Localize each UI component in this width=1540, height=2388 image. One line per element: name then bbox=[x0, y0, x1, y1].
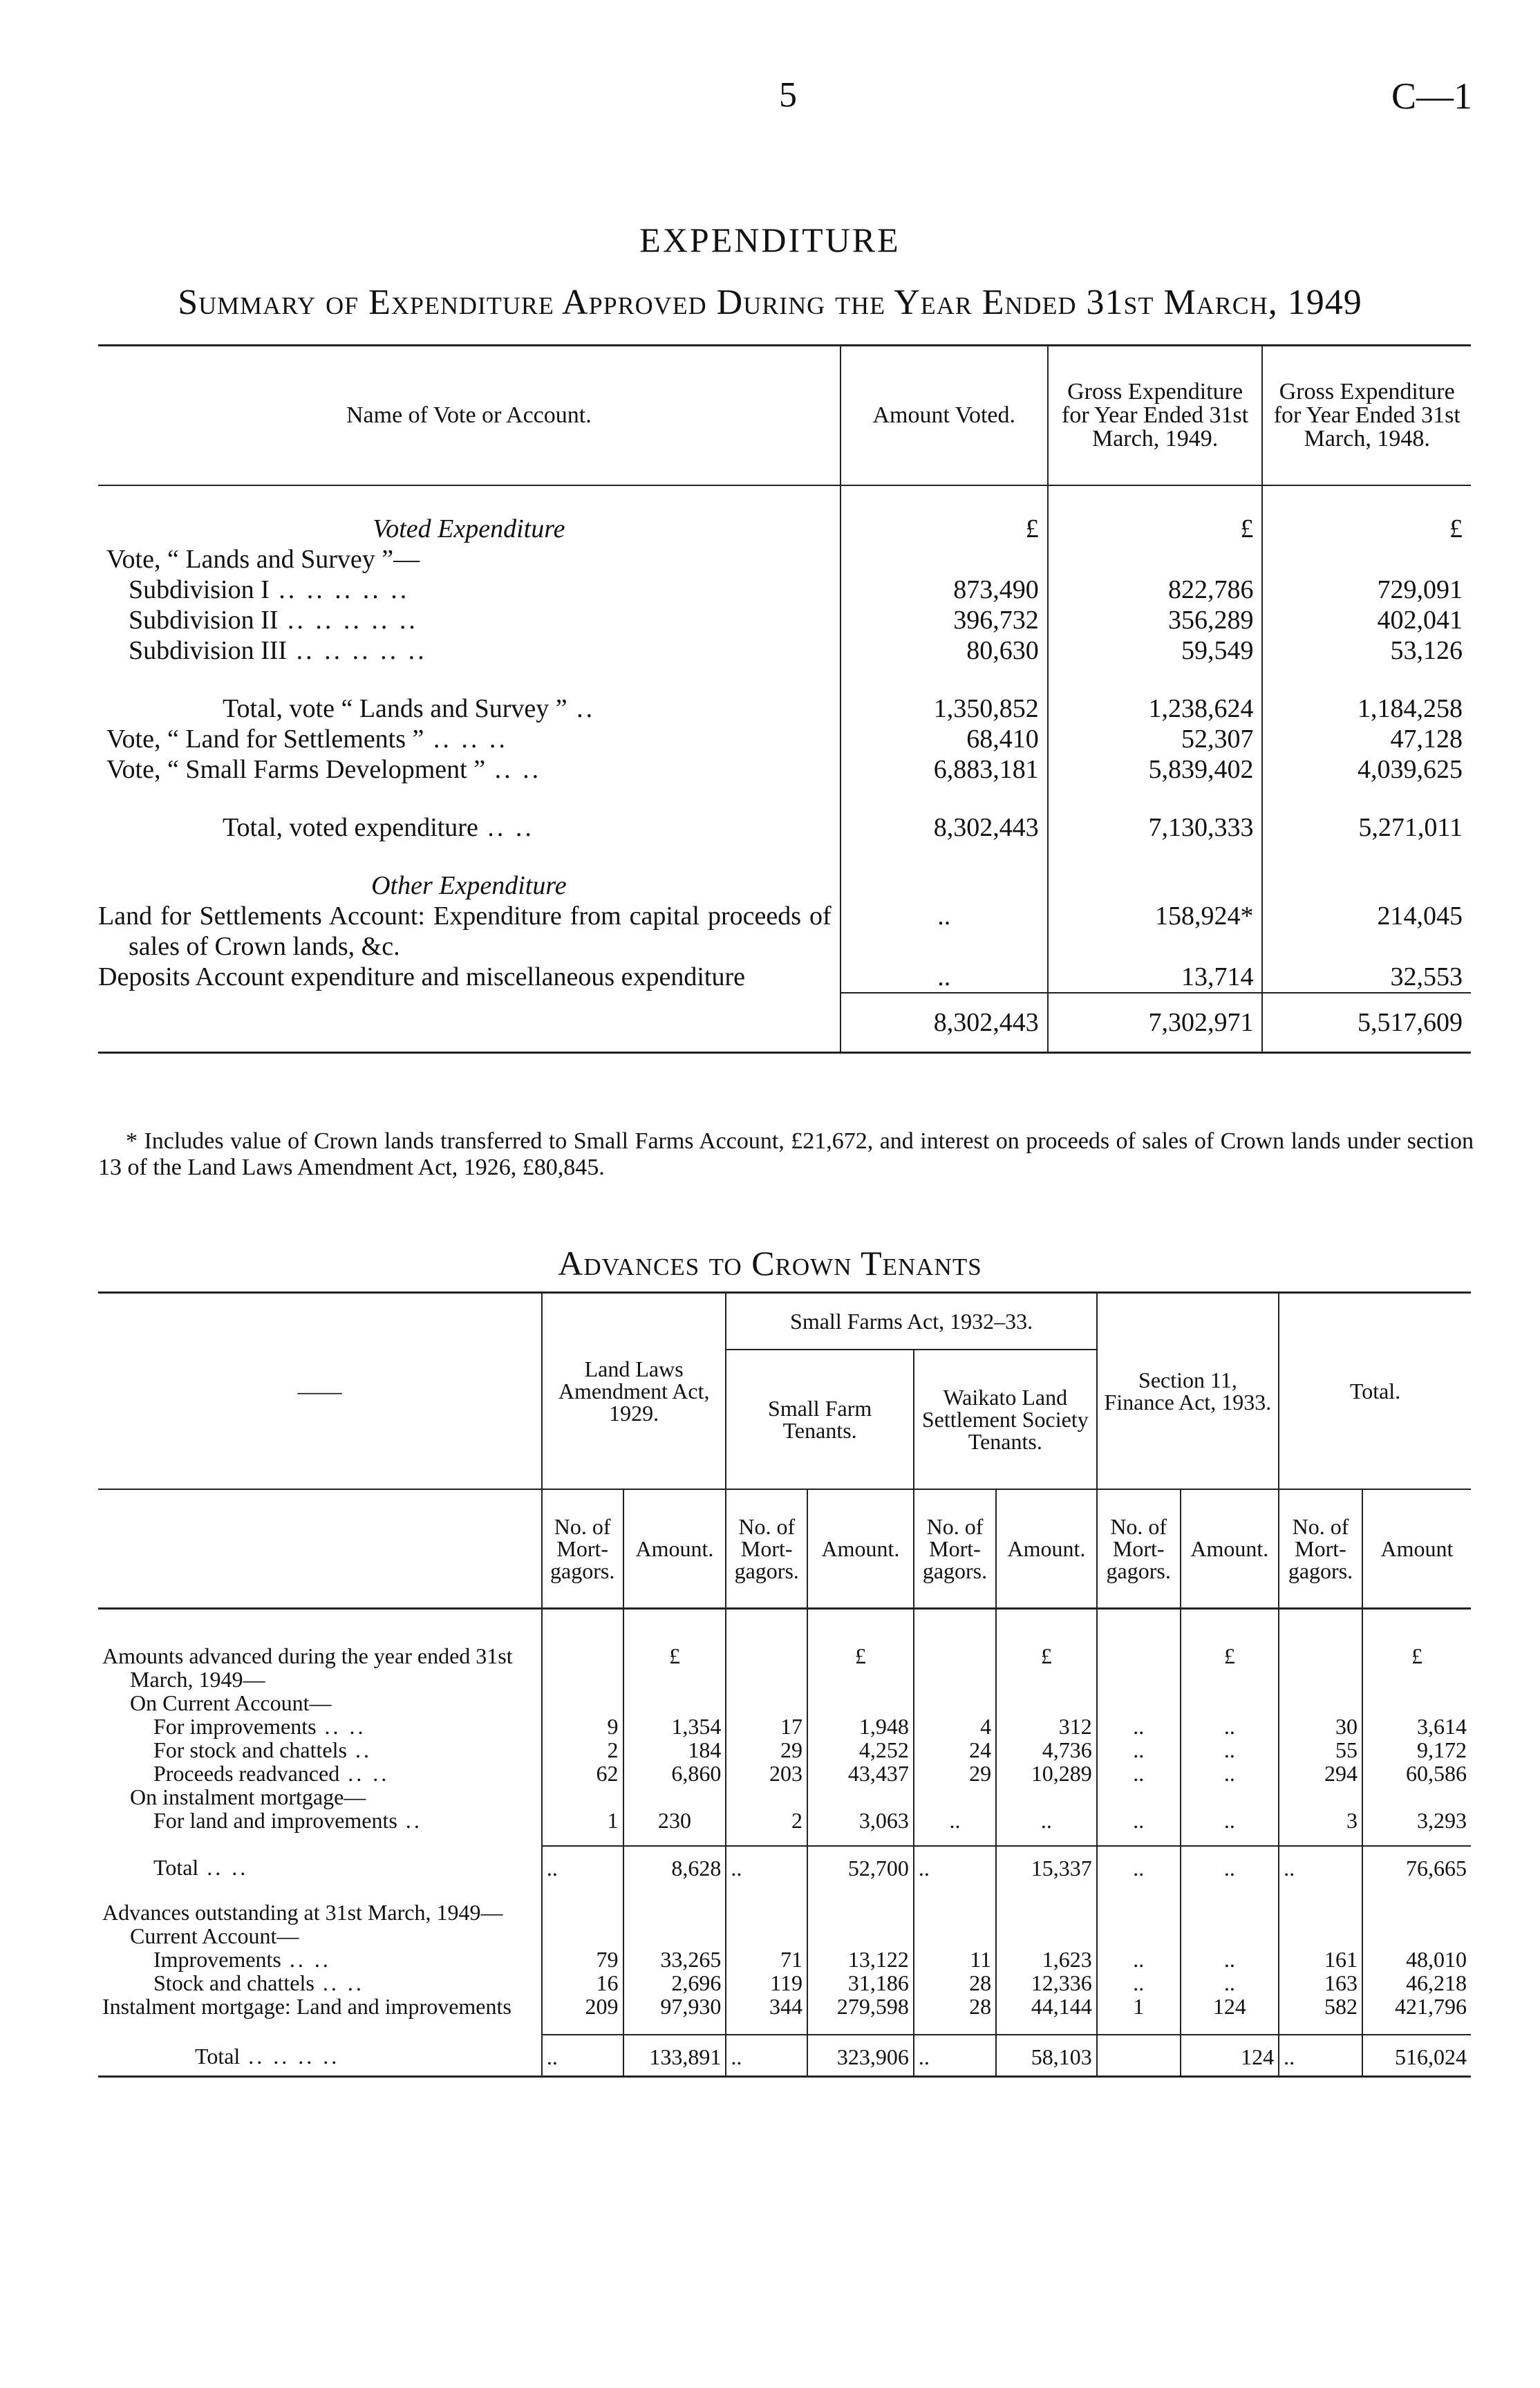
cell: 209 bbox=[542, 1995, 623, 2035]
row-label: Vote, “ Land for Settlements ” bbox=[106, 725, 424, 754]
table-row: Subdivision I .. .. .. .. .. 873,490 822,786 729,091 bbox=[98, 575, 1471, 605]
table-row: For improvements .. .. 9 1,354 17 1,948 4 312 .. .. 30 3,614 bbox=[98, 1715, 1471, 1738]
cell: 1 bbox=[1097, 1995, 1181, 2035]
page-title: EXPENDITURE bbox=[639, 221, 901, 259]
cell-gross-1949: 822,786 bbox=[1048, 575, 1263, 605]
row-label: For land and improvements bbox=[153, 1808, 397, 1833]
cell-gross-1949: 7,130,333 bbox=[1048, 812, 1263, 843]
row-label: For improvements bbox=[153, 1714, 317, 1739]
cell-voted: 1,350,852 bbox=[841, 693, 1048, 724]
cell-gross-1949: 5,839,402 bbox=[1048, 754, 1263, 785]
cell: .. bbox=[1097, 1738, 1181, 1762]
expenditure-table bbox=[98, 344, 1471, 1058]
cell-gross-1949: 1,238,624 bbox=[1048, 693, 1263, 724]
cell: 161 bbox=[1279, 1948, 1362, 1971]
amount-header: Amount. bbox=[623, 1489, 726, 1609]
currency-symbol: £ bbox=[623, 1609, 726, 1692]
cell-gross-1949: 356,289 bbox=[1048, 605, 1263, 635]
cell: 312 bbox=[996, 1715, 1097, 1738]
currency-symbol: £ bbox=[1048, 514, 1263, 544]
cell: 13,122 bbox=[807, 1948, 914, 1971]
cell: .. bbox=[1181, 1809, 1279, 1846]
cell: 582 bbox=[1279, 1995, 1362, 2035]
amount-header: Amount. bbox=[996, 1489, 1097, 1609]
small-farms-act-header: Small Farms Act, 1932–33. bbox=[726, 1293, 1096, 1350]
total-header: Total. bbox=[1279, 1293, 1471, 1490]
table-row: For land and improvements .. 1 230 2 3,063 .. .. .. .. 3 3,293 bbox=[98, 1809, 1471, 1846]
cell: 60,586 bbox=[1362, 1762, 1471, 1785]
cell: .. bbox=[1279, 2035, 1362, 2077]
cell: 10,289 bbox=[996, 1762, 1097, 1785]
cell: 344 bbox=[726, 1995, 807, 2035]
cell: 43,437 bbox=[807, 1762, 914, 1785]
table-row: Subdivision III .. .. .. .. .. 80,630 59,549 53,126 bbox=[98, 635, 1471, 666]
cell: 30 bbox=[1279, 1715, 1362, 1738]
cell-gross-1949: 52,307 bbox=[1048, 724, 1263, 754]
cell-voted: .. bbox=[841, 962, 1048, 993]
on-current-label: On Current Account— bbox=[130, 1690, 332, 1715]
page-number: 5 bbox=[779, 75, 797, 115]
table-row: Vote, “ Small Farms Development ” .. .. 6,883,181 5,839,402 4,039,625 bbox=[98, 754, 1471, 785]
cell: .. bbox=[1181, 1715, 1279, 1738]
cell: .. bbox=[1097, 1971, 1181, 1995]
cell-gross-1948: 32,553 bbox=[1262, 962, 1471, 993]
cell: 4 bbox=[914, 1715, 996, 1738]
col-name-header: Name of Vote or Account. bbox=[98, 346, 841, 486]
table-row bbox=[98, 1995, 1471, 2035]
small-farm-tenants-header: Small Farm Tenants. bbox=[726, 1350, 913, 1489]
cell: .. bbox=[1097, 1762, 1181, 1785]
amount-header: Amount. bbox=[807, 1489, 914, 1609]
grand-total-row bbox=[98, 993, 1471, 1053]
cell: 3,614 bbox=[1362, 1715, 1471, 1738]
section-label-outstanding: Advances outstanding at 31st March, 1949— bbox=[102, 1900, 503, 1925]
no-mortgagors-header: No. of Mort-gagors. bbox=[914, 1489, 996, 1609]
voted-expenditure-heading: Voted Expenditure bbox=[373, 514, 565, 543]
cell: 24 bbox=[914, 1738, 996, 1762]
cell-voted: 80,630 bbox=[841, 635, 1048, 666]
cell: .. bbox=[1181, 1762, 1279, 1785]
cell: 9,172 bbox=[1362, 1738, 1471, 1762]
cell-gross-1948: 4,039,625 bbox=[1262, 754, 1471, 785]
cell: 421,796 bbox=[1362, 1995, 1471, 2035]
row-label: Total bbox=[195, 2044, 241, 2069]
table-row: For stock and chattels .. 2 184 29 4,252 24 4,736 .. .. 55 9,172 bbox=[98, 1738, 1471, 1762]
table-row: Total, vote “ Lands and Survey ” .. 1,350,852 1,238,624 1,184,258 bbox=[98, 693, 1471, 724]
cell: 48,010 bbox=[1362, 1948, 1471, 1971]
cell: 163 bbox=[1279, 1971, 1362, 1995]
cell: .. bbox=[542, 2035, 623, 2077]
cell: .. bbox=[914, 1846, 996, 1887]
cell: 279,598 bbox=[807, 1995, 914, 2035]
cell: 8,628 bbox=[623, 1846, 726, 1887]
cell: 33,265 bbox=[623, 1948, 726, 1971]
row-label: Vote, “ Small Farms Development ” bbox=[106, 755, 486, 784]
cell: 1,948 bbox=[807, 1715, 914, 1738]
cell-voted: .. bbox=[841, 901, 1048, 962]
currency-symbol: £ bbox=[1362, 1609, 1471, 1692]
cell-voted: 396,732 bbox=[841, 605, 1048, 635]
cell: .. bbox=[1097, 1809, 1181, 1846]
cell: 1,623 bbox=[996, 1948, 1097, 1971]
cell: 29 bbox=[914, 1762, 996, 1785]
cell: 133,891 bbox=[623, 2035, 726, 2077]
currency-symbol: £ bbox=[996, 1609, 1097, 1692]
no-mortgagors-header: No. of Mort-gagors. bbox=[542, 1489, 623, 1609]
row-label: Total, vote “ Lands and Survey ” bbox=[223, 694, 567, 723]
cell: 2,696 bbox=[623, 1971, 726, 1995]
cell: 58,103 bbox=[996, 2035, 1097, 2077]
cell: 124 bbox=[1181, 2035, 1279, 2077]
cell: 29 bbox=[726, 1738, 807, 1762]
cell: 2 bbox=[542, 1738, 623, 1762]
cell: 2 bbox=[726, 1809, 807, 1846]
currency-symbol: £ bbox=[807, 1609, 914, 1692]
table-row: Proceeds readvanced .. .. 62 6,860 203 43,437 29 10,289 .. .. 294 60,586 bbox=[98, 1762, 1471, 1785]
cell: 4,736 bbox=[996, 1738, 1097, 1762]
row-label: Improvements bbox=[153, 1947, 281, 1972]
cell: .. bbox=[542, 1846, 623, 1887]
cell-gross-1948: 47,128 bbox=[1262, 724, 1471, 754]
cell-gross-1948: 5,517,609 bbox=[1262, 993, 1471, 1053]
cell: 1 bbox=[542, 1809, 623, 1846]
cell-gross-1949: 158,924* bbox=[1048, 901, 1263, 962]
row-label: Subdivision III bbox=[129, 636, 288, 665]
cell: 52,700 bbox=[807, 1846, 914, 1887]
table-row: Total, voted expenditure .. .. 8,302,443 7,130,333 5,271,011 bbox=[98, 812, 1471, 843]
row-label: Land for Settlements Account: Expenditure from capital proceeds of sales of Crown lands, &c. bbox=[98, 902, 832, 961]
cell: .. bbox=[1181, 1948, 1279, 1971]
cell: 294 bbox=[1279, 1762, 1362, 1785]
cell-voted: 6,883,181 bbox=[841, 754, 1048, 785]
row-label: Deposits Account expenditure and miscellaneous expenditure bbox=[98, 962, 746, 991]
waikato-header: Waikato Land Settlement Society Tenants. bbox=[914, 1350, 1097, 1489]
cell: 3,293 bbox=[1362, 1809, 1471, 1846]
cell: 44,144 bbox=[996, 1995, 1097, 2035]
cell: .. bbox=[1181, 1738, 1279, 1762]
cell: .. bbox=[726, 1846, 807, 1887]
cell: .. bbox=[1097, 1846, 1181, 1887]
cell: 323,906 bbox=[807, 2035, 914, 2077]
cell: 97,930 bbox=[623, 1995, 726, 2035]
cell: 6,860 bbox=[623, 1762, 726, 1785]
cell: .. bbox=[1181, 1846, 1279, 1887]
on-instalment-label: On instalment mortgage— bbox=[130, 1784, 366, 1809]
cell: 62 bbox=[542, 1762, 623, 1785]
row-label: Total, voted expenditure bbox=[223, 813, 478, 842]
cell-voted: 68,410 bbox=[841, 724, 1048, 754]
cell: 46,218 bbox=[1362, 1971, 1471, 1995]
cell-gross-1948: 5,271,011 bbox=[1262, 812, 1471, 843]
current-account-label: Current Account— bbox=[130, 1923, 299, 1948]
table-row: Vote, “ Land for Settlements ” .. .. .. 68,410 52,307 47,128 bbox=[98, 724, 1471, 754]
row-label: Subdivision II bbox=[129, 606, 279, 635]
cell: 516,024 bbox=[1362, 2035, 1471, 2077]
cell: 28 bbox=[914, 1971, 996, 1995]
table-row: Improvements .. .. 79 33,265 71 13,122 11 1,623 .. .. 161 48,010 bbox=[98, 1948, 1471, 1971]
advances-title: Advances to Crown Tenants bbox=[558, 1244, 982, 1282]
cell: 119 bbox=[726, 1971, 807, 1995]
section11-header: Section 11, Finance Act, 1933. bbox=[1097, 1293, 1279, 1490]
row-label: Instalment mortgage: Land and improvements bbox=[102, 1994, 511, 2019]
cell: 15,337 bbox=[996, 1846, 1097, 1887]
cell: 203 bbox=[726, 1762, 807, 1785]
row-label: Stock and chattels bbox=[153, 1970, 314, 1995]
cell: .. bbox=[996, 1809, 1097, 1846]
no-mortgagors-header: No. of Mort-gagors. bbox=[1097, 1489, 1181, 1609]
cell: 12,336 bbox=[996, 1971, 1097, 1995]
cell: .. bbox=[1181, 1971, 1279, 1995]
advanced-total-row: Total .. .. .. 8,628 .. 52,700 .. 15,337 .. .. .. 76,665 bbox=[98, 1846, 1471, 1887]
row-label: Subdivision I bbox=[129, 575, 270, 604]
cell: 3,063 bbox=[807, 1809, 914, 1846]
cell: 1,354 bbox=[623, 1715, 726, 1738]
vote-lands-label: Vote, “ Lands and Survey ”— bbox=[106, 545, 420, 574]
table-row: Subdivision II .. .. .. .. .. 396,732 356,289 402,041 bbox=[98, 605, 1471, 635]
llaa-header: Land Laws Amendment Act, 1929. bbox=[542, 1293, 726, 1490]
cell: 76,665 bbox=[1362, 1846, 1471, 1887]
cell: .. bbox=[914, 2035, 996, 2077]
cell: 28 bbox=[914, 1995, 996, 2035]
cell: 184 bbox=[623, 1738, 726, 1762]
table-row bbox=[98, 962, 1471, 993]
cell: 17 bbox=[726, 1715, 807, 1738]
cell bbox=[1097, 2035, 1181, 2077]
advances-table bbox=[98, 1291, 1471, 2080]
cell: 3 bbox=[1279, 1809, 1362, 1846]
cell-gross-1948: 214,045 bbox=[1262, 901, 1471, 962]
cell-gross-1949: 7,302,971 bbox=[1048, 993, 1263, 1053]
cell: .. bbox=[914, 1809, 996, 1846]
cell: .. bbox=[1097, 1715, 1181, 1738]
cell-gross-1949: 13,714 bbox=[1048, 962, 1263, 993]
currency-symbol: £ bbox=[1262, 514, 1471, 544]
cell: 71 bbox=[726, 1948, 807, 1971]
col-gross-1949-header: Gross Expenditure for Year Ended 31st March, 1949. bbox=[1048, 346, 1263, 486]
cell: 16 bbox=[542, 1971, 623, 1995]
cell: 79 bbox=[542, 1948, 623, 1971]
cell-gross-1948: 402,041 bbox=[1262, 605, 1471, 635]
no-mortgagors-header: No. of Mort-gagors. bbox=[1279, 1489, 1362, 1609]
cell: 124 bbox=[1181, 1995, 1279, 2035]
col-gross-1948-header: Gross Expenditure for Year Ended 31st March, 1948. bbox=[1262, 346, 1471, 486]
other-expenditure-heading: Other Expenditure bbox=[371, 871, 567, 900]
cell: .. bbox=[1097, 1948, 1181, 1971]
cell-gross-1949: 59,549 bbox=[1048, 635, 1263, 666]
cell: 11 bbox=[914, 1948, 996, 1971]
cell-voted: 873,490 bbox=[841, 575, 1048, 605]
cell-voted: 8,302,443 bbox=[841, 993, 1048, 1053]
amount-header: Amount. bbox=[1181, 1489, 1279, 1609]
footnote: * Includes value of Crown lands transferred to Small Farms Account, £21,672, and interest on proceeds of sales of Crown lands under section 13 of the Land Laws Amendment Act, 1926, £80,845. bbox=[98, 1128, 1474, 1180]
stub-header: —— bbox=[98, 1293, 542, 1490]
amount-header: Amount bbox=[1362, 1489, 1471, 1609]
currency-symbol: £ bbox=[841, 514, 1048, 544]
cell: .. bbox=[726, 2035, 807, 2077]
row-label: Proceeds readvanced bbox=[153, 1761, 340, 1786]
table-row: Stock and chattels .. .. 16 2,696 119 31,186 28 12,336 .. .. 163 46,218 bbox=[98, 1971, 1471, 1995]
cell-voted: 8,302,443 bbox=[841, 812, 1048, 843]
cell: 4,252 bbox=[807, 1738, 914, 1762]
cell-gross-1948: 729,091 bbox=[1262, 575, 1471, 605]
no-mortgagors-header: No. of Mort-gagors. bbox=[726, 1489, 807, 1609]
cell-gross-1948: 1,184,258 bbox=[1262, 693, 1471, 724]
row-label: Total bbox=[153, 1855, 199, 1880]
currency-symbol: £ bbox=[1181, 1609, 1279, 1692]
cell: 9 bbox=[542, 1715, 623, 1738]
cell-gross-1948: 53,126 bbox=[1262, 635, 1471, 666]
document-code: C—1 bbox=[1391, 75, 1472, 117]
cell: 55 bbox=[1279, 1738, 1362, 1762]
cell: 31,186 bbox=[807, 1971, 914, 1995]
outstanding-total-row: Total .. .. .. .. .. 133,891 .. 323,906 .. 58,103 124 .. 516,024 bbox=[98, 2035, 1471, 2077]
cell: 230 bbox=[623, 1809, 726, 1846]
section-label-advanced: Amounts advanced during the year ended 31st March, 1949— bbox=[102, 1643, 513, 1692]
table-row bbox=[98, 901, 1471, 962]
row-label: For stock and chattels bbox=[153, 1737, 347, 1762]
expenditure-subtitle: Summary of Expenditure Approved During the Year Ended 31st March, 1949 bbox=[178, 283, 1362, 322]
cell: .. bbox=[1279, 1846, 1362, 1887]
col-amount-voted-header: Amount Voted. bbox=[841, 346, 1048, 486]
